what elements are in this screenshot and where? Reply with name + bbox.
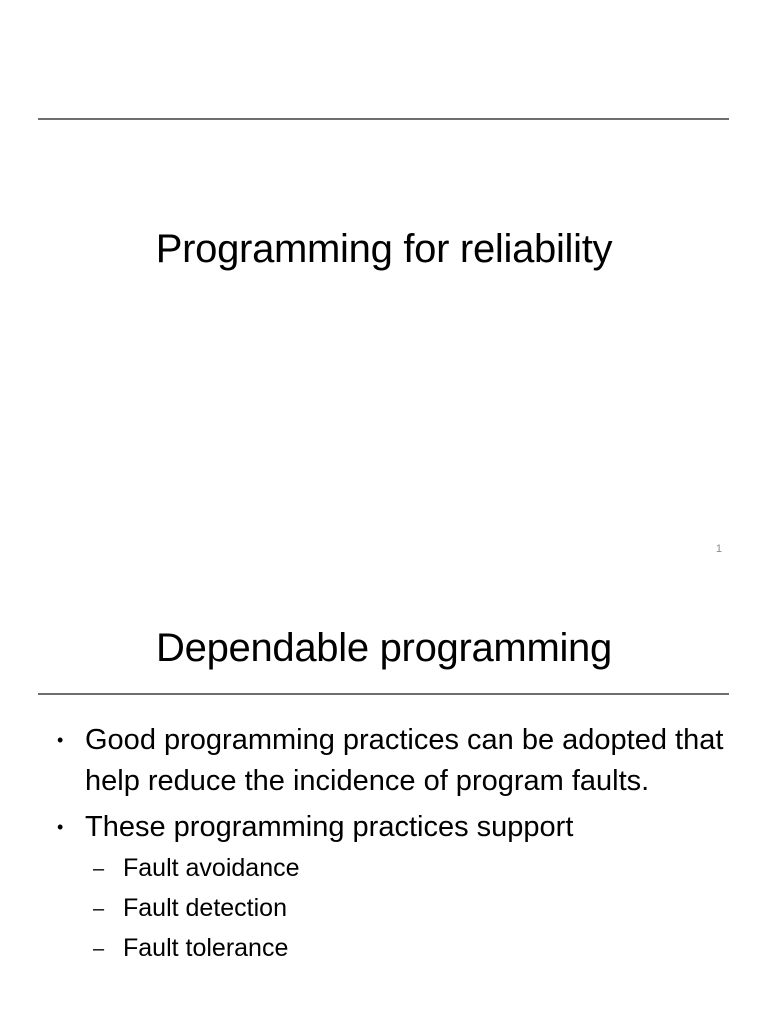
sub-bullet-item	[0, 848, 738, 888]
sub-bullet-text: Fault detection	[123, 894, 287, 922]
dash-icon: –	[93, 898, 105, 920]
page-number: 1	[715, 543, 722, 555]
bullet-text: Good programming practices can be adopted that help reduce the incidence of program faults.	[85, 724, 724, 797]
bullet-text: These programming practices support	[85, 811, 574, 843]
slide-title: Programming for reliability	[155, 227, 613, 271]
sub-bullet-text: Fault tolerance	[123, 934, 289, 962]
bullet-icon: •	[57, 730, 64, 750]
bullet-item	[0, 720, 768, 802]
sub-bullet-list	[0, 848, 738, 968]
dash-icon: –	[93, 858, 105, 880]
slide-heading: Dependable programming	[156, 626, 612, 670]
sub-bullet-item	[0, 888, 738, 928]
dash-icon: –	[93, 938, 105, 960]
slide-2	[0, 590, 768, 1024]
sub-bullet-item	[0, 928, 738, 968]
title-divider	[38, 118, 729, 120]
bullet-item	[0, 807, 768, 968]
bullet-list	[0, 720, 768, 973]
heading-divider	[38, 693, 729, 695]
sub-bullet-text: Fault avoidance	[123, 854, 300, 882]
bullet-icon: •	[57, 817, 64, 837]
